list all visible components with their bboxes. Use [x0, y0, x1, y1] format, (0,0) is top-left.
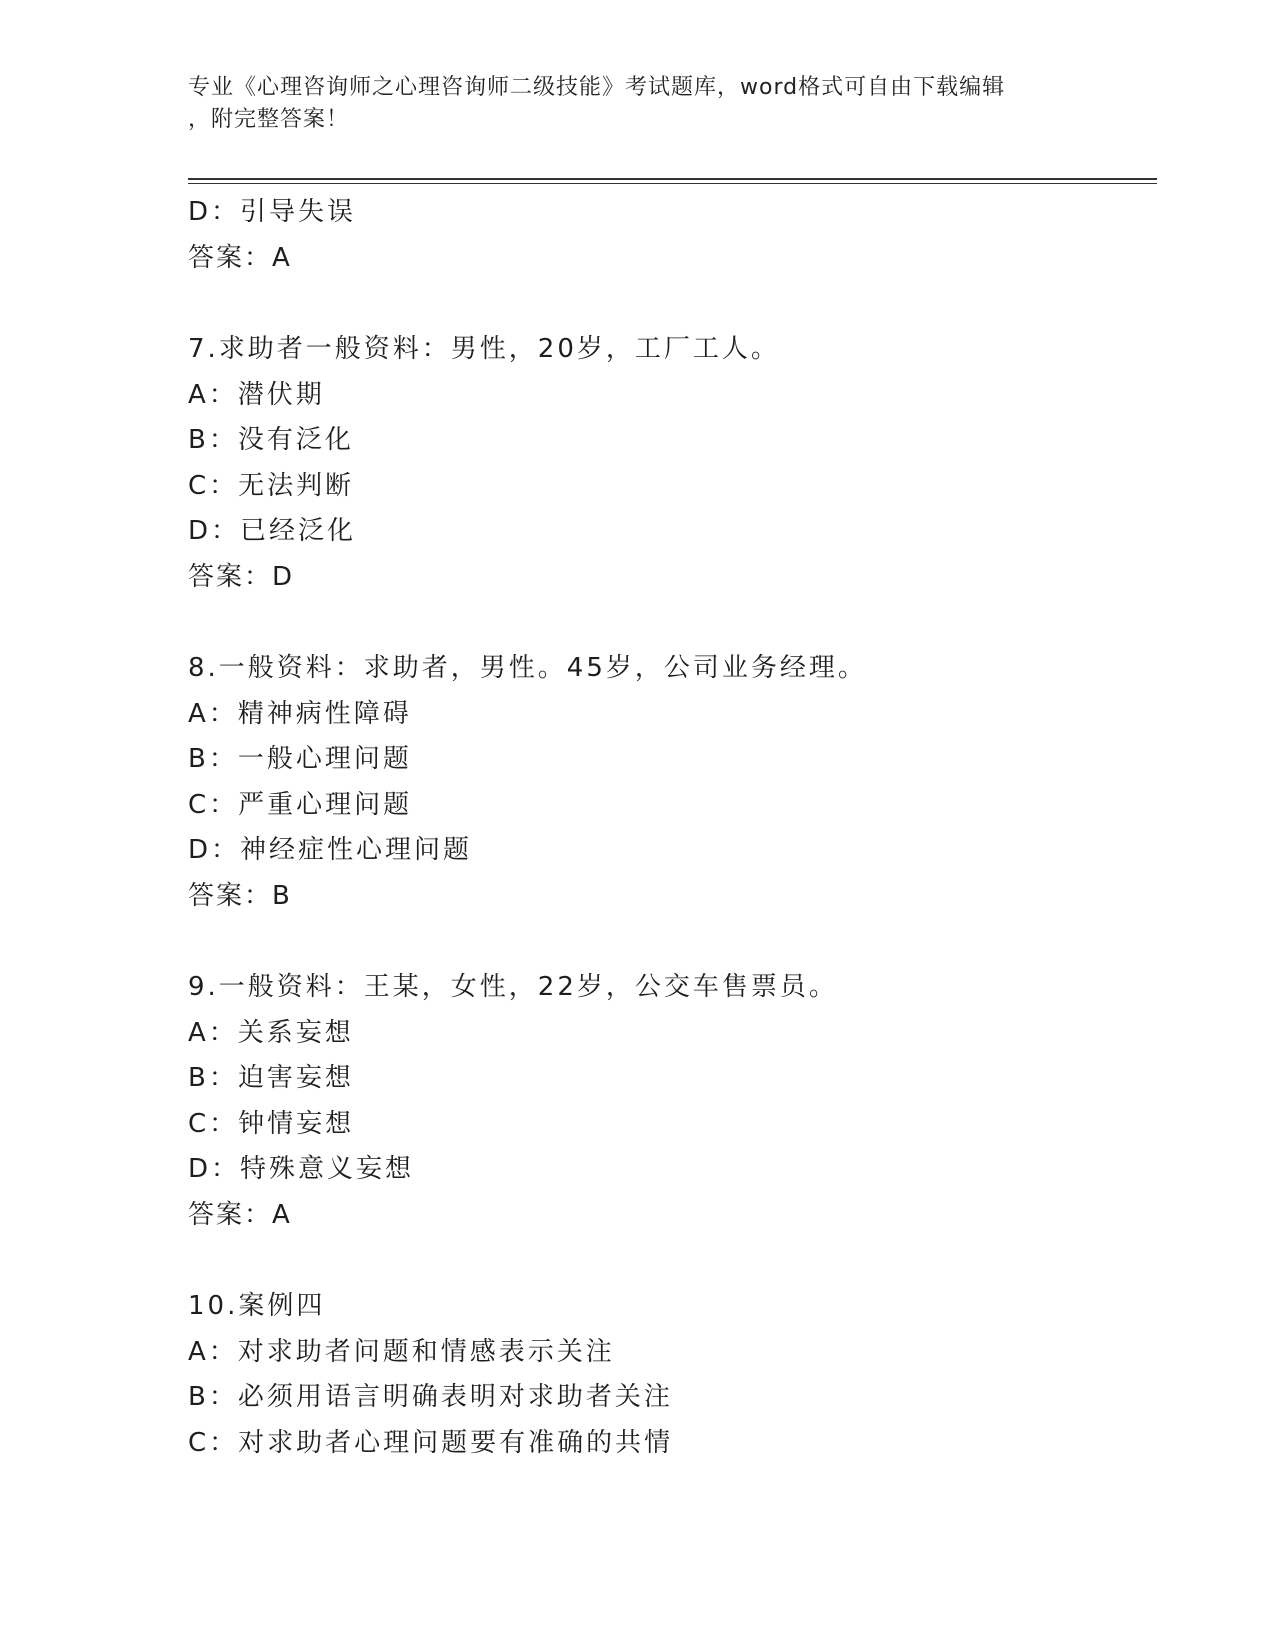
option-a: A：关系妄想	[188, 1017, 354, 1048]
question-stem: 8.一般资料：求助者，男性。45岁，公司业务经理。	[188, 653, 867, 683]
question-9	[188, 965, 1157, 1238]
option-c: C：钟情妄想	[188, 1108, 355, 1139]
option-d: D：神经症性心理问题	[188, 835, 473, 865]
option-d: D：特殊意义妄想	[188, 1154, 415, 1184]
option-c: C：对求助者心理问题要有准确的共情	[188, 1427, 674, 1458]
question-10	[188, 1284, 1157, 1466]
option-a: A：精神病性障碍	[188, 698, 412, 729]
answer-line: 答案：A	[188, 242, 292, 273]
question-stem: 10.案例四	[188, 1291, 326, 1321]
answer-line: 答案：B	[188, 880, 292, 911]
option-b: B：必须用语言明确表明对求助者关注	[188, 1382, 673, 1412]
option-b: B：没有泛化	[188, 425, 354, 455]
header-divider-thick	[188, 178, 1157, 180]
option-a: A：对求助者问题和情感表示关注	[188, 1336, 615, 1367]
question-8	[188, 646, 1157, 919]
question-list	[188, 190, 1157, 1466]
question-7	[188, 327, 1157, 600]
answer-line: 答案：A	[188, 1199, 292, 1230]
option-d: D：引导失误	[188, 197, 357, 227]
option-d: D：已经泛化	[188, 516, 357, 546]
option-c: C：无法判断	[188, 470, 355, 501]
header-divider-thin	[188, 183, 1157, 184]
question-stem: 7.求助者一般资料：男性，20岁，工厂工人。	[188, 334, 780, 364]
option-b: B：一般心理问题	[188, 744, 412, 774]
header-line-2: ，附完整答案！	[188, 107, 350, 132]
question-stem: 9.一般资料：王某，女性，22岁，公交车售票员。	[188, 972, 838, 1002]
option-b: B：迫害妄想	[188, 1063, 354, 1093]
header-line-1: 专业《心理咨询师之心理咨询师二级技能》考试题库，word格式可自由下载编辑	[188, 75, 1006, 100]
document-header	[188, 72, 1088, 136]
option-a: A：潜伏期	[188, 379, 325, 410]
answer-line: 答案：D	[188, 561, 295, 592]
option-c: C：严重心理问题	[188, 789, 413, 820]
